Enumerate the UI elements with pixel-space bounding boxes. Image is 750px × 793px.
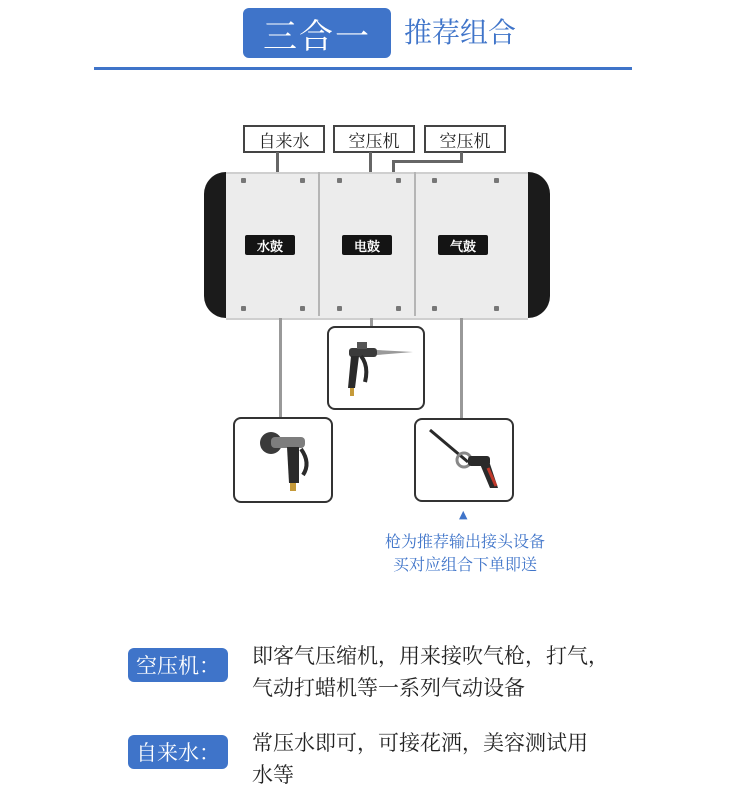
- hose-air: [460, 318, 463, 418]
- legend-desc-compressor-line-1: 即客气压缩机，用来接吹气枪，打气，: [252, 644, 609, 668]
- drum-divider-1: [318, 172, 320, 316]
- title-badge: [243, 8, 391, 58]
- note-line-1: 枪为推荐输出接头设备: [384, 532, 545, 551]
- input-label-compressor-1: 空压机: [333, 125, 415, 153]
- legend-desc-water-line-1: 常压水即可，可接花洒，美容测试用: [252, 731, 588, 755]
- input-label-water: 自来水: [243, 125, 325, 153]
- input-label-compressor-2: 空压机: [424, 125, 506, 153]
- bolt: [300, 306, 305, 311]
- water-nozzle-icon: [235, 419, 331, 501]
- title-badge-text: 三合一: [263, 16, 371, 57]
- air-gun-icon: [416, 420, 512, 500]
- note-line-2: 买对应组合下单即送: [392, 555, 537, 574]
- note-arrow-icon: ▲: [459, 508, 468, 521]
- bolt: [494, 178, 499, 183]
- bolt: [494, 306, 499, 311]
- hose-water: [279, 318, 282, 418]
- spray-gun-icon: [329, 328, 423, 408]
- bolt: [241, 178, 246, 183]
- bolt: [396, 306, 401, 311]
- bolt: [300, 178, 305, 183]
- bolt: [337, 178, 342, 183]
- bolt: [241, 306, 246, 311]
- title-subtitle: 推荐组合: [404, 16, 517, 49]
- air-gun-box: [414, 418, 514, 502]
- drum-tag-air: 气鼓: [438, 235, 488, 255]
- bolt: [432, 306, 437, 311]
- input-pipe-compressor-2-b: [392, 160, 463, 163]
- bolt: [396, 178, 401, 183]
- legend-term-water: 自来水：: [128, 735, 228, 769]
- input-pipe-water: [276, 152, 279, 174]
- input-pipe-compressor-1: [369, 152, 372, 174]
- header-rule: [94, 67, 632, 70]
- water-gun-box: [233, 417, 333, 503]
- bolt: [337, 306, 342, 311]
- drum-tag-electric: 电鼓: [342, 235, 392, 255]
- legend-desc-compressor-line-2: 气动打蜡机等一系列气动设备: [252, 676, 525, 700]
- drum-tag-water: 水鼓: [245, 235, 295, 255]
- drum-divider-2: [414, 172, 416, 316]
- legend-term-compressor: 空压机：: [128, 648, 228, 682]
- spray-gun-box: [327, 326, 425, 410]
- legend-desc-water-line-2: 水等: [252, 763, 294, 787]
- bolt: [432, 178, 437, 183]
